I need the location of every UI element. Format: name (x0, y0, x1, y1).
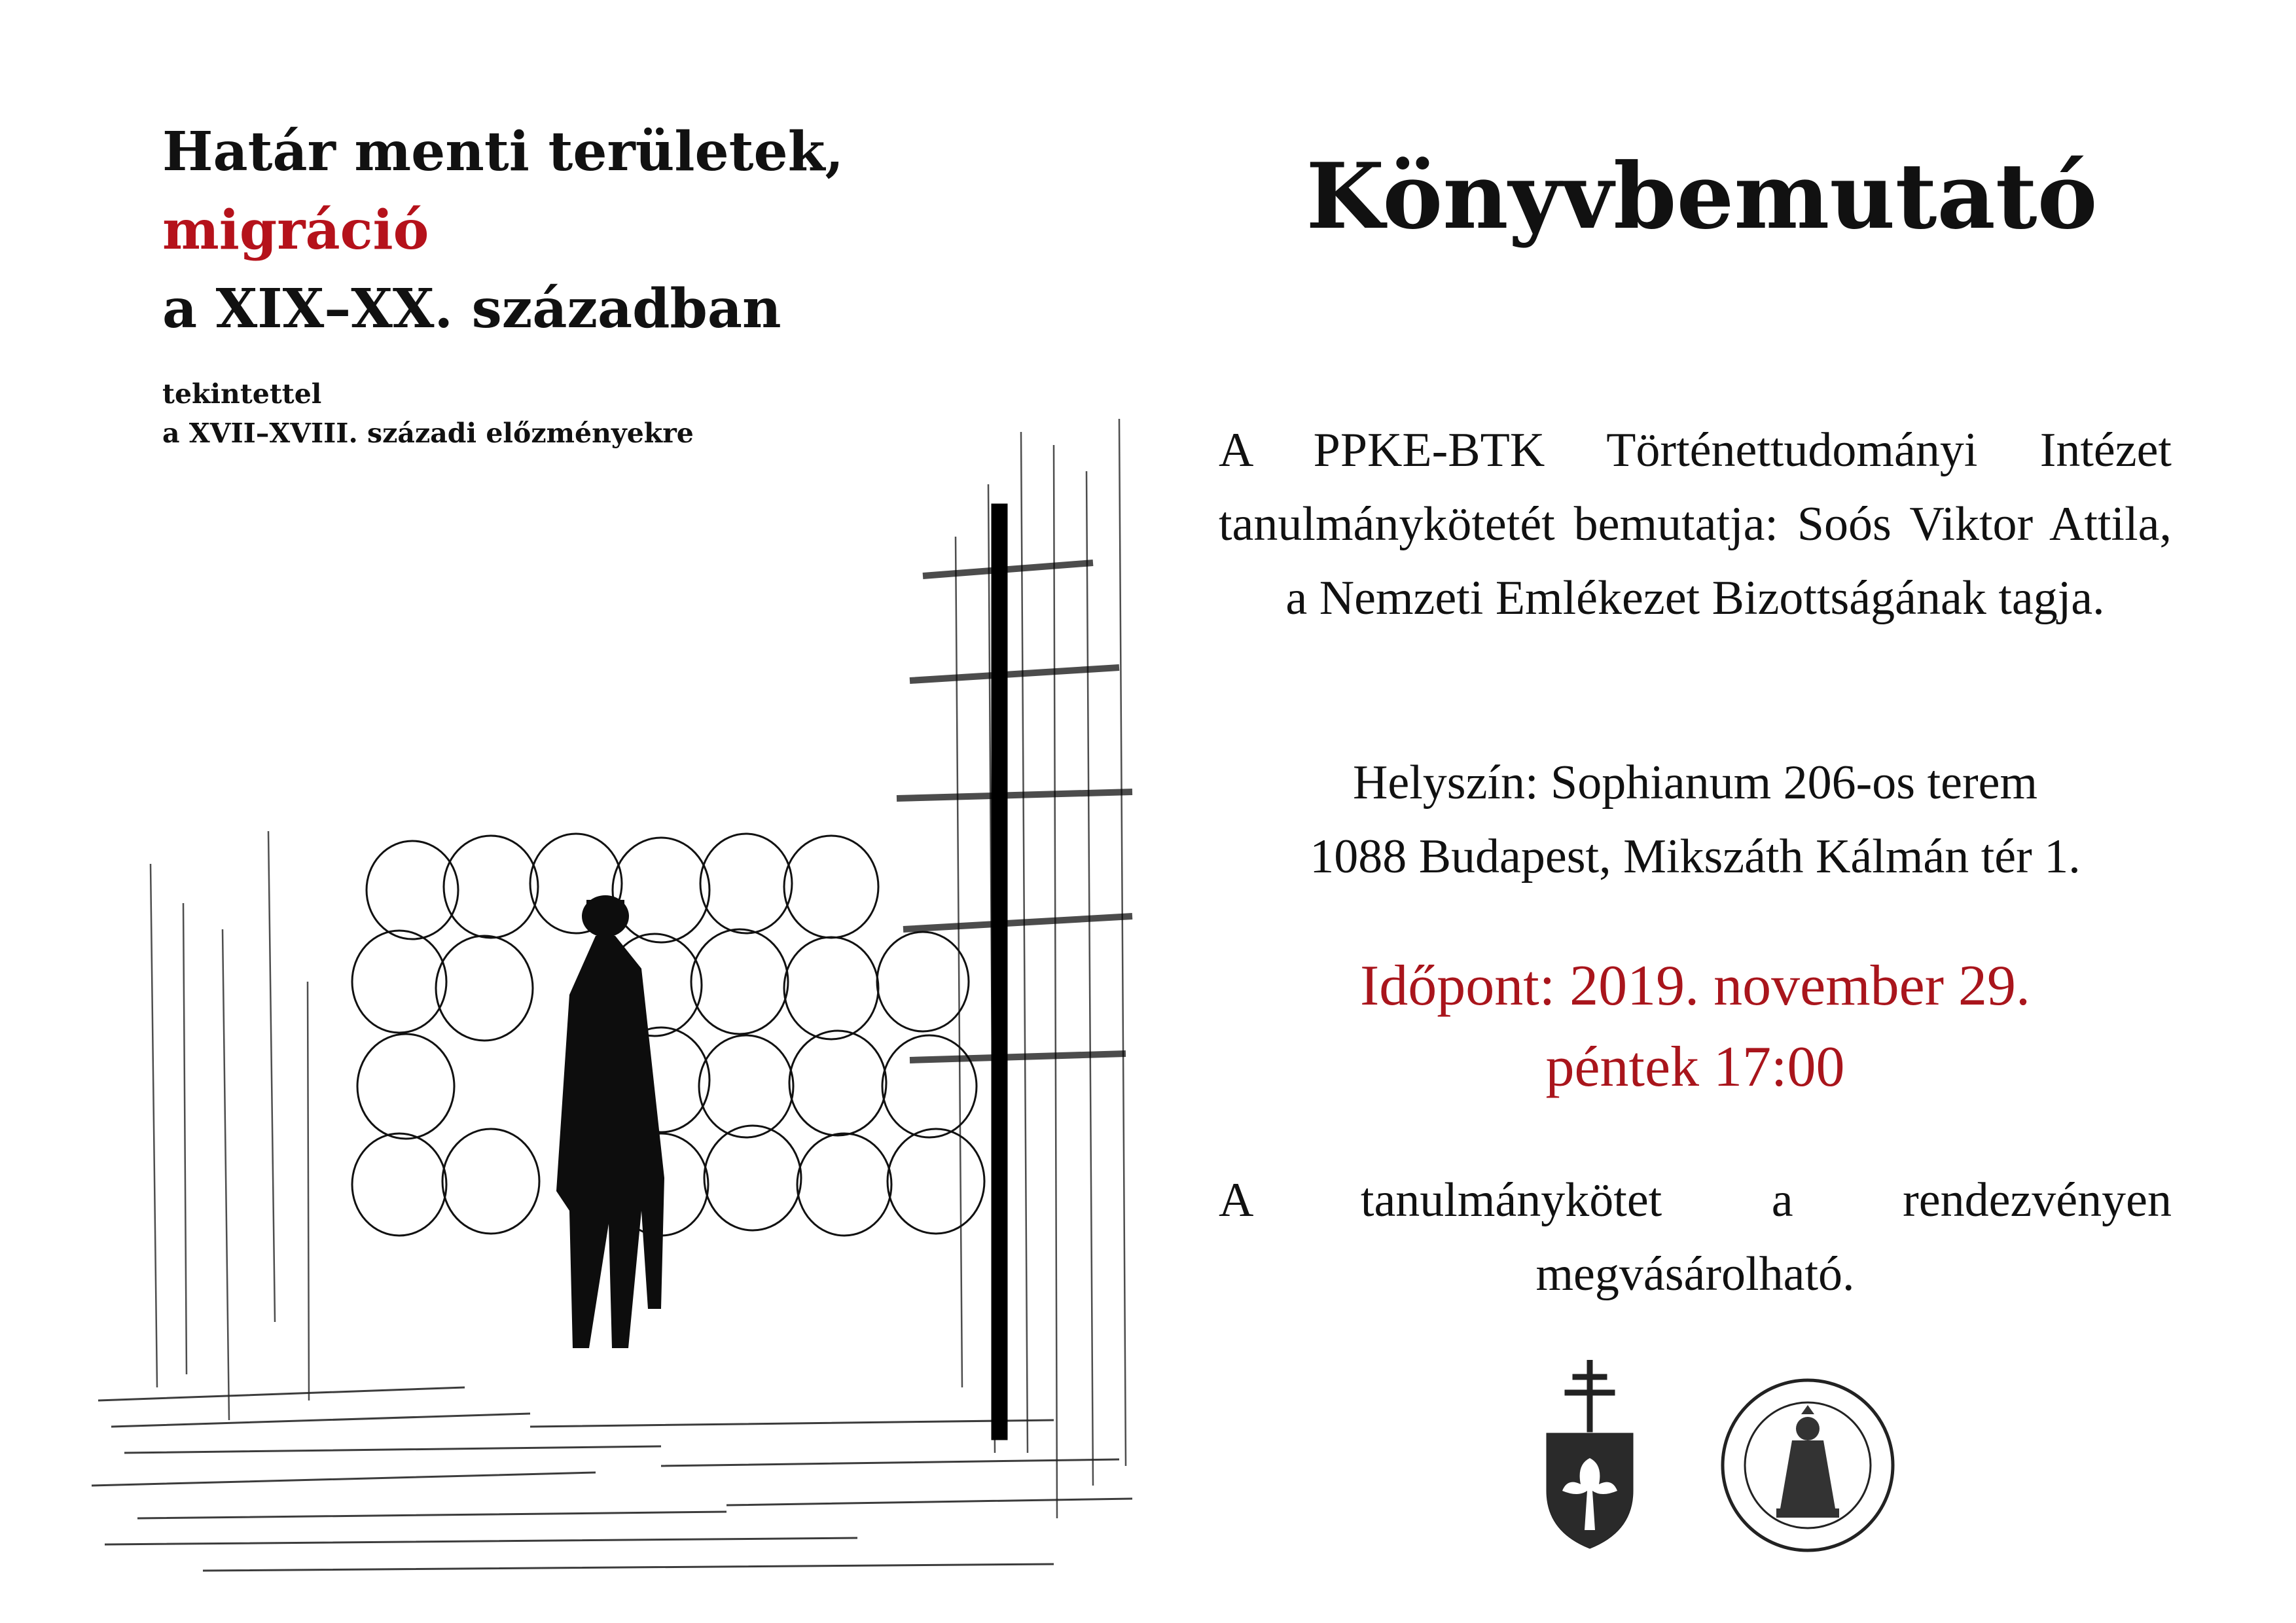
event-location (1178, 746, 2212, 894)
date-line1: Időpont: 2019. november 29. (1359, 954, 2031, 1018)
cover-title-line3: a XIX–XX. században (162, 277, 781, 340)
cover-subtitle-line1: tekintettel (162, 378, 322, 410)
cover-subtitle-line2: a XVII–XVIII. századi előzményekre (162, 418, 694, 449)
cover-title-line1: Határ menti területek, (162, 120, 844, 183)
ground-hatching (92, 1387, 1132, 1571)
ppke-crest-icon (1541, 1360, 1638, 1550)
cover-title-line2: migráció (162, 199, 429, 262)
event-intro: A PPKE-BTK Történettudományi Intézet tanulmánykötetét bemutatja: Soós Viktor Attila, a Nemzeti Emlékezet Bizottságának tagja. (1219, 423, 2172, 625)
location-line2: 1088 Budapest, Mikszáth Kálmán tér 1. (1310, 830, 2081, 883)
date-line2: péntek 17:00 (1545, 1035, 1845, 1099)
cover-illustration (72, 406, 1145, 1597)
purchase-note: A tanulmánykötet a rendezvényen megvásárolható. (1219, 1173, 2172, 1301)
location-line1: Helyszín: Sophianum 206-os terem (1352, 756, 2038, 810)
fence-post (897, 504, 1132, 1440)
page-title: Könyvbemutató (1306, 143, 2098, 249)
event-date (1178, 946, 2212, 1108)
barbed-wire-coils (352, 834, 984, 1236)
szent-istvan-tarsulat-seal-icon (1720, 1378, 1895, 1553)
cover-title (162, 113, 1079, 348)
walking-figure (556, 895, 664, 1348)
